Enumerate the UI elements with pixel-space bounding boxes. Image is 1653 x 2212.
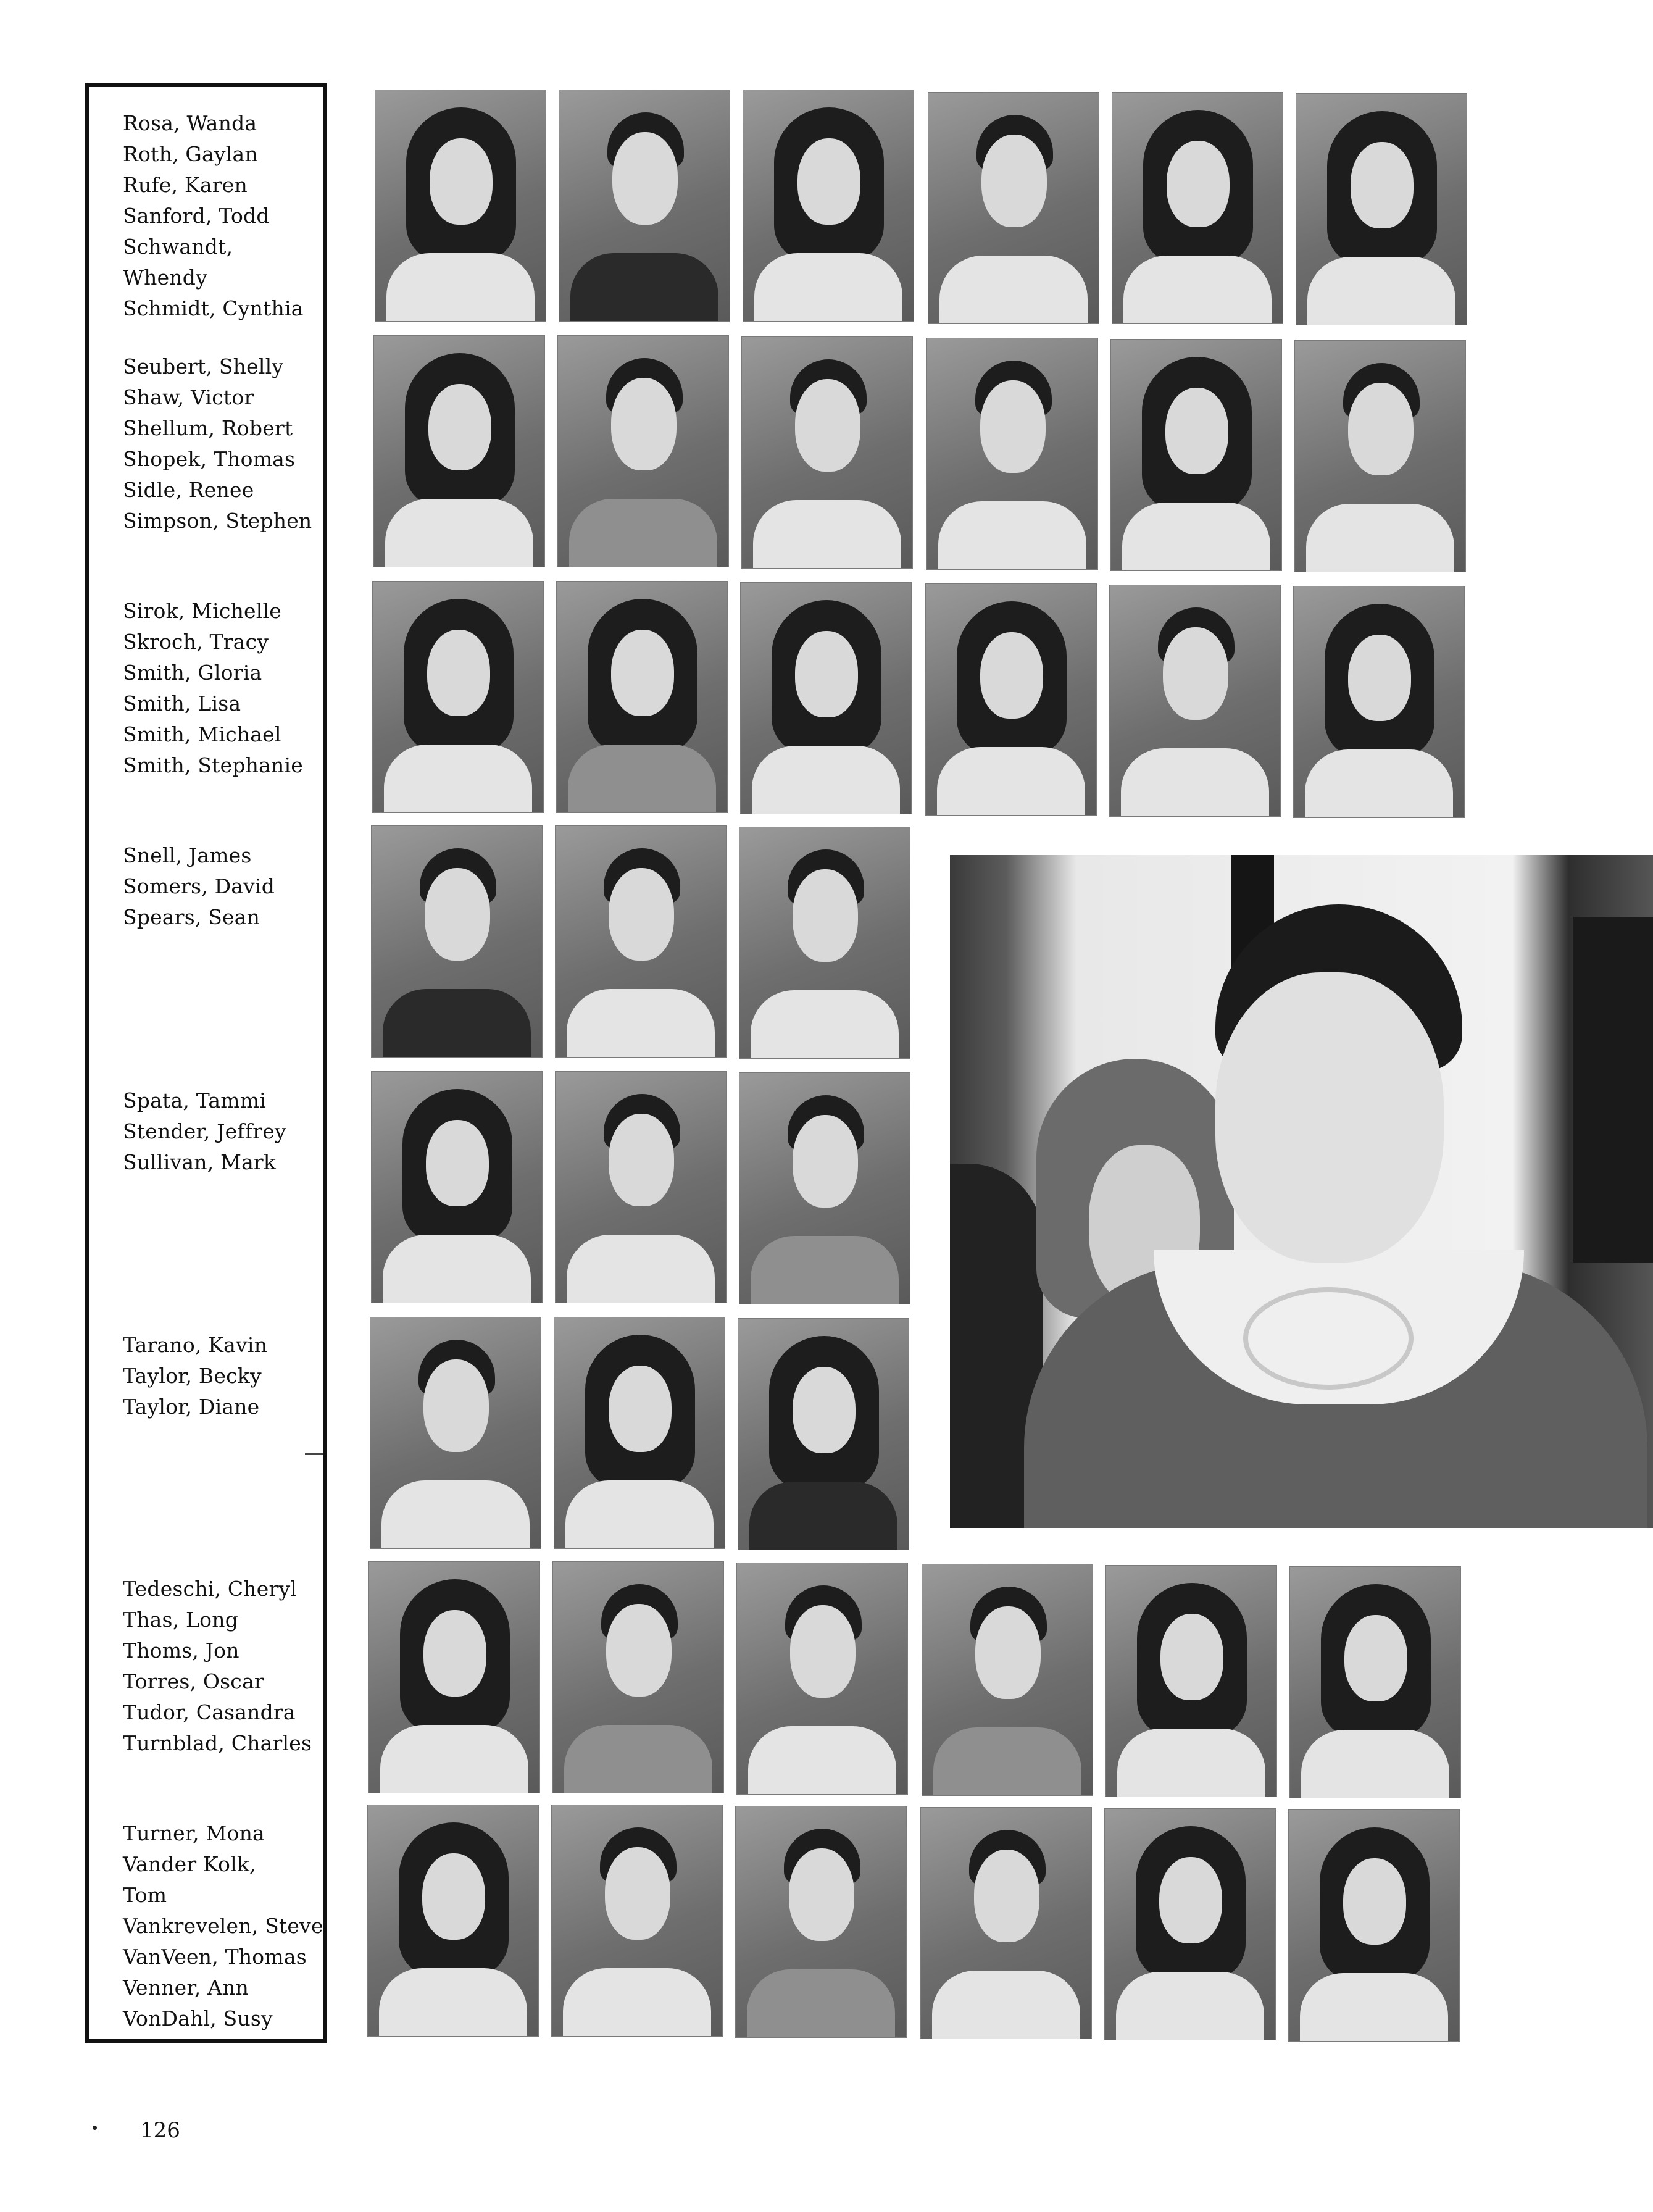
name-entry: Somers, David [123, 874, 275, 898]
name-entry: Smith, Lisa [123, 691, 241, 716]
name-entry: Stender, Jeffrey [123, 1119, 286, 1143]
portrait-photo [743, 90, 914, 322]
name-group-1 [123, 108, 304, 324]
portrait-photo [551, 1805, 723, 2037]
portrait-photo [371, 1071, 543, 1303]
portrait-photo [555, 1071, 727, 1303]
portrait-photo [1105, 1565, 1277, 1797]
name-entry: Seubert, Shelly [123, 354, 284, 378]
portrait-photo [557, 335, 729, 567]
name-entry: Vander Kolk, [123, 1852, 256, 1876]
name-entry: Shellum, Robert [123, 416, 293, 440]
name-entry: Spata, Tammi [123, 1088, 266, 1112]
portrait-photo [372, 581, 544, 813]
name-entry: Shopek, Thomas [123, 447, 296, 471]
name-entry: Taylor, Becky [123, 1364, 262, 1388]
portrait-photo [920, 1807, 1092, 2039]
name-entry: Tom [123, 1883, 167, 1907]
name-entry: Turnblad, Charles [123, 1731, 312, 1755]
name-entry: Smith, Gloria [123, 661, 262, 685]
name-group-5 [123, 1085, 286, 1178]
portrait-photo [559, 90, 730, 322]
name-entry: Smith, Michael [123, 722, 281, 746]
name-entry: Shaw, Victor [123, 385, 254, 409]
portrait-photo [375, 90, 546, 322]
portrait-photo [554, 1317, 725, 1549]
portrait-photo [738, 1318, 909, 1550]
name-entry: Snell, James [123, 843, 252, 867]
name-entry: Turner, Mona [123, 1821, 265, 1845]
name-entry: Whendy [123, 265, 207, 290]
portrait-photo [926, 338, 1098, 570]
page-number: 126 [140, 2118, 180, 2143]
name-entry: Rosa, Wanda [123, 111, 257, 135]
name-group-7 [123, 1574, 312, 1759]
portrait-photo [736, 1563, 908, 1795]
name-entry: Spears, Sean [123, 905, 260, 929]
portrait-photo [1289, 1566, 1461, 1798]
name-group-3 [123, 596, 303, 781]
name-entry: VonDahl, Susy [123, 2006, 273, 2030]
portrait-photo [740, 582, 912, 814]
portrait-photo [1288, 1809, 1460, 2042]
portrait-photo [1296, 93, 1467, 325]
portrait-photo [1104, 1808, 1276, 2040]
name-entry: Venner, Ann [123, 1976, 249, 2000]
portrait-photo [928, 92, 1099, 324]
name-entry: Vankrevelen, Steve [123, 1914, 323, 1938]
portrait-photo [925, 583, 1097, 816]
name-entry: Schmidt, Cynthia [123, 296, 304, 320]
portrait-photo [1293, 586, 1465, 818]
portrait-photo [1294, 340, 1466, 572]
name-entry: Sullivan, Mark [123, 1150, 277, 1174]
name-entry: Schwandt, [123, 235, 233, 259]
name-entry: Torres, Oscar [123, 1669, 264, 1693]
name-group-8 [123, 1818, 323, 2034]
name-entry: Smith, Stephanie [123, 753, 303, 777]
name-entry: Sirok, Michelle [123, 599, 282, 623]
portrait-photo [1110, 339, 1282, 571]
print-speck [93, 2126, 97, 2130]
portrait-photo [556, 581, 728, 813]
name-group-4 [123, 840, 275, 933]
portrait-photo [735, 1806, 907, 2038]
name-entry: Thas, Long [123, 1608, 239, 1632]
portrait-photo [367, 1805, 539, 2037]
portrait-photo [741, 336, 913, 569]
print-mark [305, 1453, 323, 1455]
name-entry: Sanford, Todd [123, 204, 270, 228]
name-entry: Tudor, Casandra [123, 1700, 296, 1724]
name-entry: Sidle, Renee [123, 478, 254, 502]
candid-photo [950, 855, 1653, 1528]
portrait-photo [739, 1072, 910, 1304]
name-entry: Tarano, Kavin [123, 1333, 268, 1357]
name-entry: VanVeen, Thomas [123, 1945, 307, 1969]
portrait-photo [1109, 585, 1281, 817]
names-box [85, 83, 327, 2043]
name-entry: Tedeschi, Cheryl [123, 1577, 298, 1601]
portrait-photo [370, 1317, 541, 1549]
portrait-photo [555, 825, 727, 1058]
name-entry: Skroch, Tracy [123, 630, 269, 654]
portrait-photo [1112, 92, 1283, 324]
portrait-photo [368, 1561, 540, 1793]
portrait-photo [922, 1564, 1093, 1796]
portrait-photo [371, 825, 543, 1058]
name-entry: Rufe, Karen [123, 173, 248, 197]
name-entry: Roth, Gaylan [123, 142, 258, 166]
portrait-photo [739, 827, 910, 1059]
name-entry: Taylor, Diane [123, 1395, 260, 1419]
name-entry: Thoms, Jon [123, 1638, 239, 1663]
portrait-photo [552, 1561, 724, 1793]
name-entry: Simpson, Stephen [123, 509, 312, 533]
portrait-photo [373, 335, 545, 567]
name-group-6 [123, 1330, 267, 1422]
name-group-2 [123, 351, 312, 536]
